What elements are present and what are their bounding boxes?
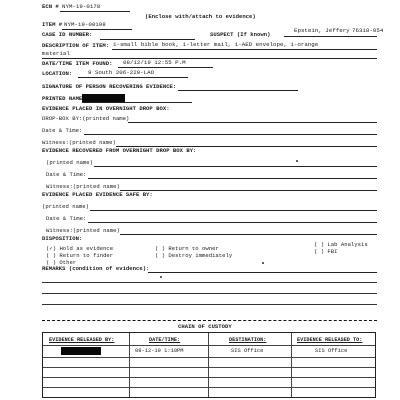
suspect-label: SUSPECT (If known) — [210, 31, 271, 38]
checkbox-return-to-finder[interactable]: ( ) Return to finder — [46, 252, 114, 259]
dropbox-by-label: DROP-BOX BY:(printed name) — [42, 115, 130, 122]
col-header-destination: DESTINATION: — [229, 337, 267, 343]
date-found-label: DATE/TIME ITEM FOUND: — [42, 60, 113, 67]
suspect-name: Epstein, Jeffery — [294, 27, 350, 34]
signature-label: SIGNATURE OF PERSON RECOVERING EVIDENCE: — [42, 83, 177, 90]
printed-name-label: PRINTED NAME — [42, 95, 83, 102]
overnight-out-datetime-label: Date & Time: — [46, 171, 87, 178]
row1-datetime: 08-12-19 1:10PM — [135, 348, 184, 354]
location-value: 9 South 206-220-LAO — [88, 69, 155, 76]
row1-destination: SIS Office — [231, 348, 264, 354]
tear-line — [42, 320, 377, 321]
overnight-in-heading: EVIDENCE PLACED IN OVERNIGHT DROP BOX: — [42, 105, 170, 112]
ecn-value: NYM-19-0178 — [62, 3, 101, 10]
overnight-in-witness-label: Witness:(printed name) — [42, 139, 116, 146]
overnight-out-printed-label: (printed name) — [46, 159, 93, 166]
description-line-1: 1-small bible book, 1-letter mail, 1-AED envelope, 1-orange — [113, 41, 319, 48]
safe-printed-label: (printed name) — [42, 203, 89, 210]
safe-heading: EVIDENCE PLACED EVIDENCE SAFE BY: — [42, 191, 153, 198]
description-line-2: material — [42, 50, 70, 57]
date-found-value: 08/12/19 12:55 P.M — [123, 59, 186, 66]
case-id-label: CASE ID NUMBER: — [42, 31, 93, 38]
enclose-note: (Enclose with/attach to evidence) — [145, 13, 256, 20]
checkbox-destroy-immediately[interactable]: ( ) Destroy immediately — [155, 252, 233, 259]
safe-witness-label: Witness:(printed name) — [46, 227, 120, 234]
ecn-label: ECN # — [42, 3, 59, 10]
col-header-released-by: EVIDENCE RELEASED BY: — [49, 337, 115, 343]
overnight-in-datetime-label: Date & Time: — [42, 127, 83, 134]
row1-released-to: SIS Office — [315, 348, 348, 354]
checkbox-fbi[interactable]: ( ) FBI — [314, 248, 338, 255]
safe-datetime-label: Date & Time: — [46, 215, 87, 222]
item-label: ITEM # — [42, 21, 63, 28]
col-header-datetime: DATE/TIME: — [149, 337, 181, 343]
checkbox-return-to-owner[interactable]: ( ) Return to owner — [155, 245, 219, 252]
redacted-printed-name — [82, 94, 125, 102]
col-header-released-to: EVIDENCE RELEASED TO: — [297, 337, 363, 343]
chain-of-custody-title: CHAIN OF CUSTODY — [178, 323, 232, 330]
checkbox-other[interactable]: ( ) Other — [46, 259, 77, 266]
overnight-out-heading: EVIDENCE RECOVERED FROM OVERNIGHT DROP BOX BY: — [42, 147, 197, 154]
checkbox-hold-as-evidence[interactable]: (✓) Hold as evidence — [46, 245, 114, 252]
item-value: NYM-19-00198 — [64, 21, 106, 28]
overnight-out-witness-label: Witness:(printed name) — [46, 183, 120, 190]
location-label: LOCATION: — [42, 70, 73, 77]
checkbox-lab-analysis[interactable]: ( ) Lab Analysis — [314, 241, 368, 248]
remarks-label: REMARKS (condition of evidence): — [42, 265, 150, 272]
chain-of-custody-table — [42, 332, 376, 398]
disposition-label: DISPOSITION: — [42, 235, 83, 242]
suspect-number: 76318-054 — [352, 27, 384, 34]
description-label: DESCRIPTION OF ITEM: — [42, 42, 110, 49]
redacted-released-by — [61, 347, 101, 355]
